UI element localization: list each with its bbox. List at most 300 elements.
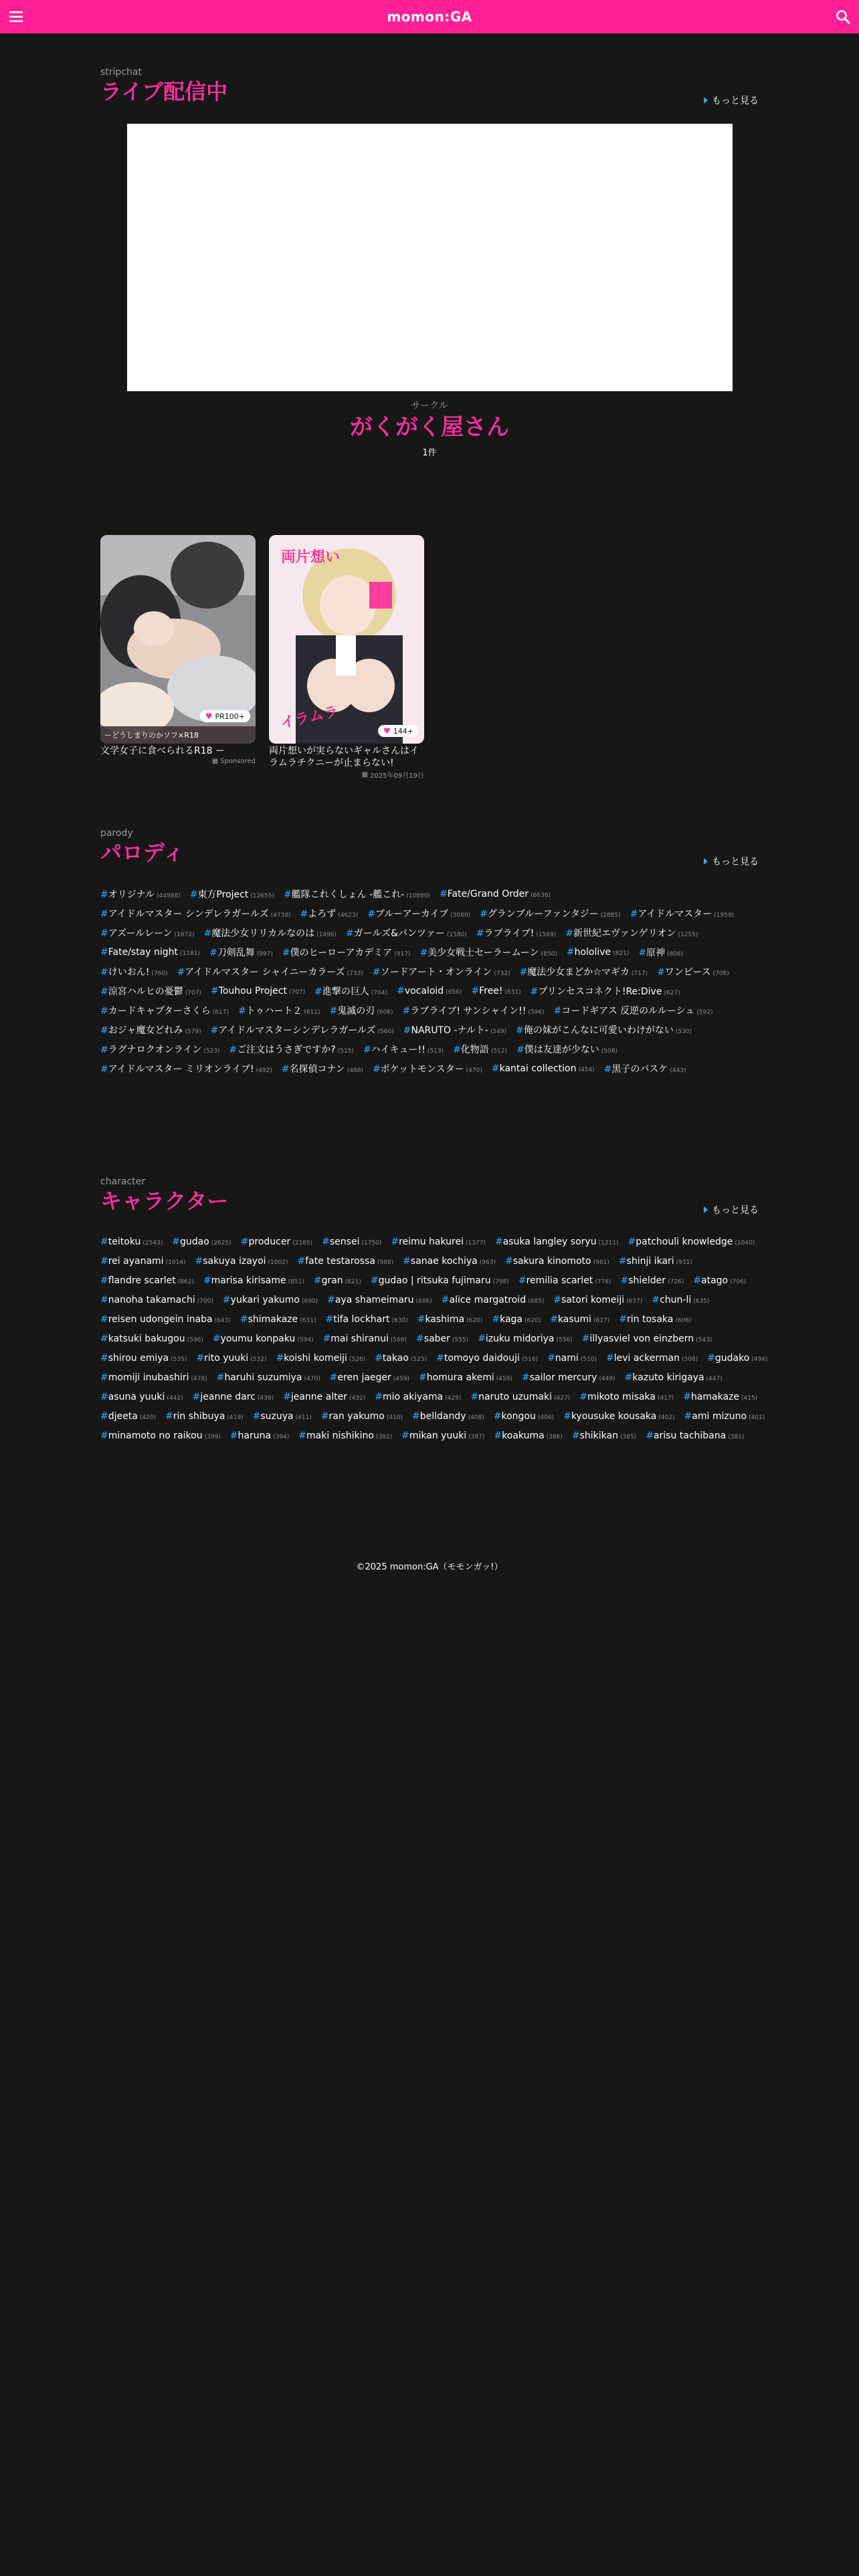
tag-count: (988) bbox=[377, 1259, 394, 1266]
tag-link[interactable] bbox=[177, 965, 363, 978]
tag-label: おジャ魔女どれみ bbox=[108, 1025, 183, 1036]
tag-count: (592) bbox=[696, 1008, 713, 1016]
tag-link[interactable] bbox=[327, 1295, 432, 1305]
like-badge bbox=[200, 710, 250, 722]
hash-icon: # bbox=[165, 1410, 173, 1422]
hash-icon: # bbox=[579, 1391, 587, 1402]
tag-label: reimu hakurei bbox=[399, 1236, 464, 1247]
tag-link[interactable] bbox=[419, 1372, 512, 1383]
hash-icon: # bbox=[320, 1410, 329, 1422]
tag-row bbox=[100, 1387, 769, 1406]
tag-label: kasumi bbox=[557, 1313, 592, 1325]
tag-link[interactable] bbox=[520, 965, 648, 978]
tag-link[interactable] bbox=[100, 965, 168, 978]
tag-link[interactable] bbox=[172, 1237, 231, 1247]
hash-icon: # bbox=[566, 946, 575, 958]
tag-link[interactable] bbox=[230, 1430, 289, 1441]
tag-count: (470) bbox=[304, 1375, 320, 1382]
tag-link[interactable] bbox=[100, 1430, 221, 1441]
tag-count: (1014) bbox=[165, 1259, 186, 1266]
hash-icon: # bbox=[252, 1410, 261, 1422]
tag-count: (620) bbox=[524, 1317, 541, 1324]
calendar-icon: ▦ bbox=[211, 758, 219, 765]
tag-label: alice margatroid bbox=[449, 1294, 527, 1305]
tag-link[interactable] bbox=[217, 1372, 320, 1383]
tag-count: (508) bbox=[601, 1047, 617, 1055]
tag-label: グランブルーファンタジー bbox=[487, 908, 599, 920]
tag-link[interactable] bbox=[211, 986, 305, 996]
tag-count: (523) bbox=[203, 1047, 220, 1055]
hash-icon: # bbox=[553, 1005, 562, 1016]
tag-count: (387) bbox=[468, 1433, 485, 1440]
tag-label: marisa kirisame bbox=[211, 1275, 286, 1286]
tag-link[interactable] bbox=[550, 1314, 609, 1325]
hash-icon: # bbox=[281, 1063, 290, 1075]
tag-link[interactable] bbox=[516, 1023, 692, 1037]
tag-link[interactable] bbox=[276, 1353, 365, 1364]
tag-label: オリジナル bbox=[108, 889, 155, 900]
hash-icon: # bbox=[492, 1313, 500, 1325]
hash-icon: # bbox=[630, 908, 638, 920]
hash-icon: # bbox=[373, 1063, 381, 1075]
tag-link[interactable] bbox=[505, 1256, 609, 1267]
tag-label: djeeta bbox=[108, 1410, 138, 1422]
character-more-link[interactable] bbox=[704, 1203, 759, 1216]
search-button[interactable] bbox=[834, 7, 852, 26]
tag-link[interactable] bbox=[373, 965, 510, 978]
tag-link[interactable] bbox=[494, 1411, 554, 1422]
tag-link[interactable] bbox=[478, 1333, 573, 1344]
tag-link[interactable] bbox=[371, 1275, 509, 1286]
tag-count: (635) bbox=[693, 1297, 710, 1305]
tag-label: suzuya bbox=[260, 1410, 294, 1422]
hash-icon: # bbox=[222, 1294, 231, 1305]
tag-link[interactable] bbox=[683, 1392, 757, 1402]
hash-icon: # bbox=[471, 985, 480, 996]
tag-link[interactable] bbox=[193, 1392, 274, 1402]
tag-link[interactable] bbox=[565, 926, 698, 940]
hash-icon: # bbox=[100, 928, 108, 939]
tag-count: (535) bbox=[171, 1356, 187, 1363]
tag-link[interactable] bbox=[322, 1237, 381, 1247]
tag-count: (408) bbox=[468, 1414, 484, 1421]
tag-link[interactable] bbox=[440, 889, 551, 899]
tag-link[interactable] bbox=[314, 1275, 361, 1286]
tag-row bbox=[100, 1290, 769, 1309]
tag-link[interactable] bbox=[495, 1237, 619, 1247]
tag-label: tomoyo daidouji bbox=[444, 1352, 520, 1364]
tag-link[interactable] bbox=[282, 946, 411, 959]
tag-link[interactable] bbox=[442, 1295, 545, 1305]
tag-link[interactable] bbox=[100, 1237, 163, 1247]
tag-link[interactable] bbox=[494, 1430, 562, 1441]
hash-icon: # bbox=[480, 908, 488, 920]
tag-count: (733) bbox=[347, 970, 363, 977]
tag-count: (410) bbox=[386, 1414, 403, 1421]
tag-link[interactable] bbox=[412, 1411, 484, 1422]
hash-icon: # bbox=[100, 1352, 108, 1364]
hash-icon: # bbox=[325, 1313, 334, 1325]
tag-link[interactable] bbox=[516, 1043, 617, 1056]
tag-count: (851) bbox=[288, 1278, 304, 1285]
tag-link[interactable] bbox=[100, 1392, 183, 1402]
tag-label: homura akemi bbox=[426, 1372, 494, 1383]
tag-link[interactable] bbox=[625, 1372, 723, 1383]
tag-label: vocaloid bbox=[404, 985, 444, 996]
tag-label: koishi komeiji bbox=[284, 1352, 347, 1364]
parody-more-link[interactable] bbox=[704, 855, 759, 868]
tag-count: (386) bbox=[546, 1433, 563, 1440]
tag-count: (556) bbox=[556, 1336, 573, 1344]
tag-row bbox=[100, 884, 769, 903]
hash-icon: # bbox=[491, 1063, 500, 1074]
tag-count: (1181) bbox=[180, 950, 200, 957]
tag-link[interactable] bbox=[373, 1062, 482, 1075]
work-meta-text: Sponsored bbox=[220, 758, 256, 765]
tag-label: flandre scarlet bbox=[108, 1275, 176, 1286]
tag-link[interactable] bbox=[547, 1353, 597, 1364]
tag-count: (525) bbox=[410, 1356, 427, 1363]
tag-label: rei ayanami bbox=[108, 1255, 164, 1267]
tag-link[interactable] bbox=[314, 984, 387, 998]
tag-link[interactable] bbox=[100, 1275, 194, 1286]
tag-label: ラブライブ! サンシャイン!! bbox=[410, 1005, 527, 1016]
tag-count: (1255) bbox=[678, 931, 698, 938]
tag-label: けいおん! bbox=[108, 966, 150, 978]
tag-link[interactable] bbox=[100, 1353, 187, 1364]
tag-link[interactable] bbox=[403, 1256, 496, 1267]
character-title: キャラクター bbox=[100, 1188, 229, 1214]
tag-link[interactable] bbox=[436, 1353, 538, 1364]
hash-icon: # bbox=[282, 947, 290, 958]
tag-link[interactable] bbox=[100, 907, 291, 920]
tag-link[interactable] bbox=[567, 947, 630, 958]
tag-label: kantai collection bbox=[499, 1063, 577, 1074]
tag-label: shinji ikari bbox=[626, 1255, 674, 1267]
tag-link[interactable] bbox=[330, 1372, 409, 1383]
tag-label: 魔法少女リリカルなのは bbox=[211, 928, 315, 939]
tag-label: mai shiranui bbox=[330, 1333, 389, 1344]
tag-link[interactable] bbox=[100, 1062, 272, 1075]
tag-link[interactable] bbox=[707, 1353, 767, 1364]
tag-count: (459) bbox=[496, 1375, 512, 1382]
hash-icon: # bbox=[196, 1352, 205, 1364]
tag-label: momiji inubashiri bbox=[108, 1372, 189, 1383]
tag-link[interactable] bbox=[470, 1392, 570, 1402]
hash-icon: # bbox=[192, 1391, 201, 1402]
work-meta bbox=[269, 770, 424, 780]
tag-label: カードキャプターさくら bbox=[108, 1005, 211, 1016]
tag-link[interactable] bbox=[582, 1333, 712, 1344]
tag-label: atago bbox=[701, 1275, 729, 1286]
tag-label: rito yuuki bbox=[204, 1352, 249, 1364]
tag-link[interactable] bbox=[693, 1275, 746, 1286]
tag-count: (406) bbox=[537, 1414, 555, 1421]
tag-link[interactable] bbox=[554, 1004, 713, 1017]
tag-link[interactable] bbox=[100, 1333, 203, 1344]
hash-icon: # bbox=[684, 1410, 692, 1422]
tag-count: (516) bbox=[521, 1356, 539, 1363]
tag-link[interactable] bbox=[297, 1256, 393, 1267]
tag-count: (637) bbox=[626, 1297, 643, 1305]
tag-label: youmu konpaku bbox=[220, 1333, 296, 1344]
tag-link[interactable] bbox=[190, 887, 274, 901]
tag-link[interactable] bbox=[238, 1004, 320, 1017]
tag-count: (630) bbox=[391, 1317, 408, 1324]
hash-icon: # bbox=[210, 1025, 219, 1036]
character-more-label: もっと見る bbox=[712, 1205, 759, 1216]
tag-label: アイドルマスターシンデレラガールズ bbox=[218, 1025, 376, 1036]
tag-link[interactable] bbox=[100, 926, 195, 940]
character-tag-list bbox=[100, 1232, 769, 1445]
tag-label: belldandy bbox=[419, 1410, 466, 1422]
tag-label: shikikan bbox=[579, 1430, 618, 1441]
tag-label: katsuki bakugou bbox=[108, 1333, 185, 1344]
tag-label: aya shameimaru bbox=[335, 1294, 414, 1305]
tag-link[interactable] bbox=[619, 1256, 692, 1267]
hash-icon: # bbox=[519, 966, 528, 978]
tag-label: maki nishikino bbox=[306, 1430, 374, 1441]
tag-label: hololive bbox=[574, 946, 611, 958]
tag-link[interactable] bbox=[492, 1314, 541, 1325]
tag-link[interactable] bbox=[553, 1295, 642, 1305]
heart-icon: ♥ bbox=[383, 726, 391, 736]
tag-link[interactable] bbox=[397, 986, 462, 996]
tag-link[interactable] bbox=[165, 1411, 244, 1422]
tag-link[interactable] bbox=[100, 887, 181, 901]
hash-icon: # bbox=[504, 1255, 513, 1267]
tag-label: koakuma bbox=[502, 1430, 545, 1441]
tag-link[interactable] bbox=[579, 1392, 674, 1402]
tag-link[interactable] bbox=[391, 1237, 486, 1247]
tag-link[interactable] bbox=[283, 1392, 365, 1402]
tag-link[interactable] bbox=[203, 1275, 304, 1286]
tag-label: izuku midoriya bbox=[485, 1333, 555, 1344]
tag-link[interactable] bbox=[621, 1275, 684, 1286]
tag-label: mikan yuuki bbox=[409, 1430, 467, 1441]
tag-count: (1377) bbox=[466, 1239, 486, 1247]
tag-link[interactable] bbox=[213, 1333, 314, 1344]
tag-label: 化物語 bbox=[460, 1044, 489, 1055]
live-stream-player[interactable] bbox=[127, 124, 733, 391]
hash-icon: # bbox=[522, 1372, 530, 1383]
tag-link[interactable] bbox=[321, 1411, 403, 1422]
tag-count: (1672) bbox=[174, 931, 195, 938]
tag-label: Touhou Project bbox=[218, 985, 287, 996]
tag-link[interactable] bbox=[403, 1023, 506, 1037]
tag-count: (419) bbox=[227, 1414, 244, 1421]
tag-link[interactable] bbox=[518, 1275, 611, 1286]
tag-link[interactable] bbox=[323, 1333, 407, 1344]
tag-link[interactable] bbox=[628, 1237, 755, 1247]
tag-link[interactable] bbox=[240, 1314, 316, 1325]
tag-link[interactable] bbox=[375, 1353, 427, 1364]
hash-icon: # bbox=[297, 1255, 306, 1267]
tag-link[interactable] bbox=[476, 926, 556, 940]
hash-icon: # bbox=[494, 1430, 502, 1441]
tag-link[interactable] bbox=[100, 1023, 201, 1037]
tag-link[interactable] bbox=[480, 907, 621, 920]
tag-label: minamoto no raikou bbox=[108, 1430, 203, 1441]
tag-link[interactable] bbox=[638, 946, 683, 959]
tag-link[interactable] bbox=[325, 1314, 407, 1325]
hash-icon: # bbox=[237, 1005, 246, 1016]
tag-link[interactable] bbox=[492, 1063, 595, 1074]
tag-label: gran bbox=[321, 1275, 343, 1286]
tag-link[interactable] bbox=[563, 1411, 674, 1422]
tag-link[interactable] bbox=[253, 1411, 312, 1422]
tag-link[interactable] bbox=[606, 1353, 698, 1364]
tag-link[interactable] bbox=[241, 1237, 312, 1247]
tag-count: (862) bbox=[177, 1278, 194, 1285]
tag-link[interactable] bbox=[100, 1043, 220, 1056]
tag-count: (707) bbox=[288, 988, 306, 996]
hash-icon: # bbox=[470, 1391, 479, 1402]
tag-row bbox=[100, 962, 769, 981]
tag-link[interactable] bbox=[419, 946, 557, 959]
tag-link[interactable] bbox=[300, 907, 359, 920]
tag-link[interactable] bbox=[646, 1430, 744, 1441]
tag-count: (530) bbox=[675, 1028, 692, 1035]
tag-link[interactable] bbox=[298, 1430, 392, 1441]
tag-link[interactable] bbox=[531, 984, 680, 998]
tag-link[interactable] bbox=[619, 1314, 691, 1325]
tag-link[interactable] bbox=[346, 926, 467, 940]
hash-icon: # bbox=[453, 1044, 461, 1055]
top-header bbox=[0, 0, 859, 33]
tag-label: kazuto kirigaya bbox=[632, 1372, 704, 1383]
tag-count: (2625) bbox=[211, 1239, 231, 1247]
tag-link[interactable] bbox=[604, 1062, 686, 1075]
tag-count: (594) bbox=[297, 1336, 314, 1344]
tag-link[interactable] bbox=[100, 1411, 156, 1422]
tag-count: (606) bbox=[377, 1008, 393, 1016]
tag-link[interactable] bbox=[282, 1062, 363, 1075]
tag-label: 名探偵コナン bbox=[289, 1063, 345, 1075]
tag-link[interactable] bbox=[100, 1372, 207, 1383]
tag-link[interactable] bbox=[100, 1004, 229, 1017]
hash-icon: # bbox=[553, 1294, 562, 1305]
tag-link[interactable] bbox=[223, 1295, 318, 1305]
tag-link[interactable] bbox=[417, 1314, 483, 1325]
tag-link[interactable] bbox=[284, 887, 430, 901]
tag-label: mikoto misaka bbox=[587, 1391, 656, 1402]
tag-count: (44988) bbox=[157, 892, 181, 899]
tag-count: (617) bbox=[593, 1317, 610, 1324]
tag-link[interactable] bbox=[652, 1295, 709, 1305]
hash-icon: # bbox=[240, 1313, 248, 1325]
tag-count: (1040) bbox=[735, 1239, 755, 1247]
tag-link[interactable] bbox=[100, 1314, 231, 1325]
tag-link[interactable] bbox=[375, 1392, 461, 1402]
live-more-link[interactable] bbox=[704, 94, 759, 107]
hash-icon: # bbox=[229, 1044, 237, 1055]
site-logo[interactable]: momon:GA bbox=[387, 9, 472, 25]
tag-count: (778) bbox=[595, 1278, 611, 1285]
circle-name: がくがく屋さん bbox=[350, 414, 509, 441]
tag-link[interactable] bbox=[209, 946, 273, 959]
tag-count: (726) bbox=[668, 1278, 684, 1285]
menu-button[interactable] bbox=[7, 7, 25, 26]
tag-link[interactable] bbox=[657, 965, 729, 978]
hash-icon: # bbox=[683, 1391, 691, 1402]
work-card[interactable] bbox=[269, 535, 424, 780]
tag-label: 僕のヒーローアカデミア bbox=[290, 947, 393, 958]
tag-count: (620) bbox=[466, 1317, 483, 1324]
tag-label: よろず bbox=[308, 908, 337, 920]
tag-count: (686) bbox=[415, 1297, 432, 1305]
tag-row bbox=[100, 1406, 769, 1426]
tag-link[interactable] bbox=[204, 926, 337, 940]
tag-link[interactable] bbox=[453, 1043, 507, 1056]
tag-count: (417) bbox=[658, 1394, 674, 1402]
hash-icon: # bbox=[100, 946, 108, 958]
tag-link[interactable] bbox=[330, 1004, 393, 1017]
tag-label: sakuya izayoi bbox=[203, 1255, 266, 1267]
tag-count: (2185) bbox=[292, 1239, 313, 1247]
tag-link[interactable] bbox=[630, 907, 734, 920]
tag-count: (917) bbox=[394, 950, 411, 958]
tag-label: ソードアート・オンライン bbox=[380, 966, 492, 978]
character-section bbox=[100, 1176, 759, 1214]
tag-label: ご注文はうさぎですか? bbox=[237, 1044, 336, 1055]
hash-icon: # bbox=[478, 1333, 486, 1344]
tag-link[interactable] bbox=[684, 1411, 765, 1422]
tag-link[interactable] bbox=[522, 1372, 615, 1383]
tag-link[interactable] bbox=[196, 1353, 266, 1364]
hash-icon: # bbox=[172, 1236, 181, 1247]
hash-icon: # bbox=[298, 1430, 307, 1441]
circle-section bbox=[0, 399, 859, 458]
parody-eyebrow: parody bbox=[100, 828, 133, 839]
tag-link[interactable] bbox=[367, 907, 470, 920]
tag-link[interactable] bbox=[403, 1004, 545, 1017]
tag-link[interactable] bbox=[100, 1256, 186, 1267]
tag-link[interactable] bbox=[416, 1333, 468, 1344]
tag-link[interactable] bbox=[401, 1430, 484, 1441]
tag-count: (2543) bbox=[142, 1239, 163, 1247]
tag-count: (443) bbox=[670, 1067, 686, 1074]
hash-icon: # bbox=[581, 1333, 590, 1344]
tag-link[interactable] bbox=[363, 1043, 444, 1056]
tag-count: (700) bbox=[197, 1297, 213, 1305]
tag-link[interactable] bbox=[100, 984, 201, 998]
hash-icon: # bbox=[300, 908, 308, 920]
hash-icon: # bbox=[401, 1430, 409, 1441]
hash-icon: # bbox=[516, 1025, 524, 1036]
tag-count: (631) bbox=[300, 1317, 316, 1324]
tag-link[interactable] bbox=[229, 1043, 354, 1056]
hash-icon: # bbox=[476, 928, 484, 939]
tag-link[interactable] bbox=[471, 986, 520, 996]
tag-link[interactable] bbox=[100, 947, 200, 958]
tag-count: (429) bbox=[445, 1394, 462, 1402]
tag-count: (627) bbox=[664, 989, 680, 996]
tag-link[interactable] bbox=[572, 1430, 636, 1441]
tag-label: 鬼滅の刃 bbox=[337, 1005, 375, 1016]
hash-icon: # bbox=[100, 966, 108, 978]
tag-count: (513) bbox=[427, 1047, 444, 1055]
tag-count: (606) bbox=[675, 1317, 692, 1324]
hash-icon: # bbox=[314, 986, 322, 997]
tag-count: (470) bbox=[466, 1067, 482, 1074]
tag-link[interactable] bbox=[211, 1023, 394, 1037]
tag-link[interactable] bbox=[195, 1256, 288, 1267]
work-card[interactable] bbox=[100, 535, 256, 780]
tag-link[interactable] bbox=[100, 1295, 213, 1305]
tag-label: Free! bbox=[479, 985, 503, 996]
hash-icon: # bbox=[100, 1294, 108, 1305]
